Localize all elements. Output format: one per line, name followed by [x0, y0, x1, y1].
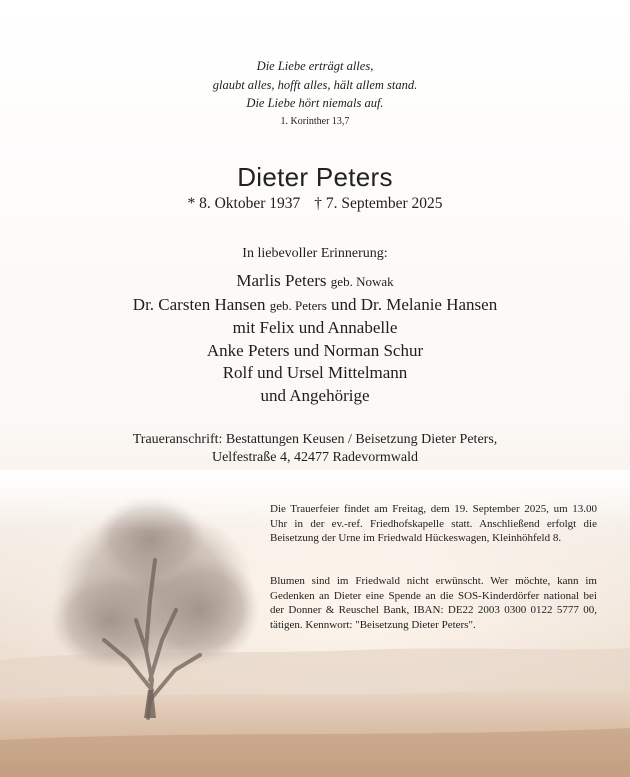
deceased-name: Dieter Peters [237, 162, 393, 192]
service-paragraph: Die Trauerfeier findet am Freitag, dem 19. September 2025, um 13.00 Uhr in der ev.-ref. Friedhofskapelle statt. Anschließend erfolgt die Beisetzung der Urne im Friedwald Hückeswagen, Kleinhöhfeld 8. [270, 503, 597, 545]
mourner-name: Marlis Peters [236, 271, 327, 290]
death-date: † 7. September 2025 [314, 195, 443, 212]
mourner-line: Rolf und Ursel Mittelmann [222, 363, 408, 382]
verse-line: glaubt alles, hofft alles, hält allem stand. [212, 77, 418, 92]
life-dates [0, 195, 630, 213]
address-line: Uelfestraße 4, 42477 Radevormwald [211, 450, 419, 465]
mourners-intro: In liebevoller Erinnerung: [242, 246, 388, 261]
birth-date: * 8. Oktober 1937 [187, 195, 301, 212]
mourner-line: mit Felix und Annabelle [232, 318, 398, 337]
verse-reference: 1. Korinther 13,7 [280, 116, 350, 127]
funeral-service-notice [270, 502, 597, 546]
mourner-line [0, 294, 630, 318]
donation-paragraph: Blumen sind im Friedwald nicht erwünscht. Wer möchte, kann im Gedenken an Dieter eine Spende an die SOS-Kinderdörfer national bei der Donner & Reuschel Bank, IBAN: DE22 2003 0300 0122 5777 00, tätigen. Kennwort: "Beisetzung Dieter Peters". [270, 575, 597, 631]
maiden-name-note: geb. Nowak [330, 274, 394, 289]
mourner-line: und Angehörige [260, 385, 370, 405]
mourner-name: Dr. Carsten Hansen [132, 294, 266, 314]
mourner-name: und Dr. Melanie Hansen [331, 294, 498, 314]
mourner-line: Anke Peters und Norman Schur [206, 340, 424, 360]
verse-line: Die Liebe erträgt alles, [256, 59, 374, 73]
maiden-name-note: geb. Peters [269, 297, 327, 313]
mourner-line [0, 270, 630, 294]
verse-line: Die Liebe hört niemals auf. [246, 96, 384, 110]
mourners-list [0, 270, 630, 407]
donation-notice [270, 574, 597, 632]
address-line: Traueranschrift: Bestattungen Keusen / Beisetzung Dieter Peters, [132, 432, 498, 447]
condolence-address [0, 431, 630, 467]
bible-verse [0, 57, 630, 113]
